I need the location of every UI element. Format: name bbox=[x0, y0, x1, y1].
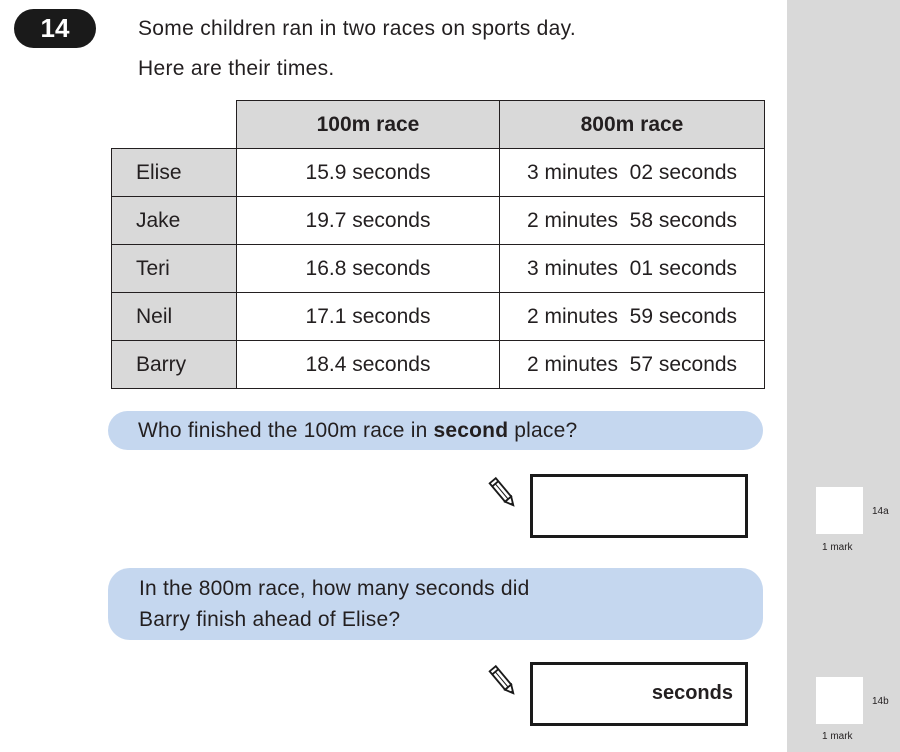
answer-box-14b[interactable] bbox=[530, 662, 748, 726]
child-name: Jake bbox=[112, 197, 237, 245]
question-14b-prompt bbox=[108, 568, 763, 640]
q2-line-1: In the 800m race, how many seconds did bbox=[139, 577, 530, 600]
child-name: Teri bbox=[112, 245, 237, 293]
table-row bbox=[112, 245, 765, 293]
mark-box-14b bbox=[816, 677, 863, 724]
answer-unit: seconds bbox=[651, 682, 733, 704]
time-800m: 2 minutes 58 seconds bbox=[500, 197, 765, 245]
child-name: Barry bbox=[112, 341, 237, 389]
mark-id-14a: 14a bbox=[872, 506, 889, 517]
table-row bbox=[112, 197, 765, 245]
pencil-icon bbox=[488, 663, 518, 699]
time-800m: 3 minutes 01 seconds bbox=[500, 245, 765, 293]
pencil-icon bbox=[488, 475, 518, 511]
time-800m: 3 minutes 02 seconds bbox=[500, 149, 765, 197]
time-100m: 15.9 seconds bbox=[237, 149, 500, 197]
answer-box-14a[interactable] bbox=[530, 474, 748, 538]
q1-text-after: place? bbox=[508, 419, 578, 442]
table-corner bbox=[112, 101, 237, 149]
header-100m: 100m race bbox=[237, 101, 500, 149]
intro-line-1: Some children ran in two races on sports day. bbox=[138, 17, 576, 40]
mark-box-14a bbox=[816, 487, 863, 534]
intro-line-2: Here are their times. bbox=[138, 57, 335, 80]
time-800m: 2 minutes 59 seconds bbox=[500, 293, 765, 341]
q2-line-2: Barry finish ahead of Elise? bbox=[139, 608, 401, 631]
table-header-row bbox=[112, 101, 765, 149]
mark-text-14a: 1 mark bbox=[822, 542, 853, 553]
q1-text-bold: second bbox=[433, 419, 509, 442]
time-100m: 18.4 seconds bbox=[237, 341, 500, 389]
question-number-badge: 14 bbox=[14, 9, 96, 48]
header-800m: 800m race bbox=[500, 101, 765, 149]
table-row bbox=[112, 293, 765, 341]
time-800m: 2 minutes 57 seconds bbox=[500, 341, 765, 389]
time-100m: 19.7 seconds bbox=[237, 197, 500, 245]
child-name: Elise bbox=[112, 149, 237, 197]
table-row bbox=[112, 341, 765, 389]
child-name: Neil bbox=[112, 293, 237, 341]
table-row bbox=[112, 149, 765, 197]
question-14a-prompt bbox=[108, 411, 763, 450]
mark-text-14b: 1 mark bbox=[822, 731, 853, 742]
mark-id-14b: 14b bbox=[872, 696, 889, 707]
race-times-table bbox=[111, 100, 765, 389]
marking-margin bbox=[787, 0, 900, 752]
time-100m: 17.1 seconds bbox=[237, 293, 500, 341]
time-100m: 16.8 seconds bbox=[237, 245, 500, 293]
q1-text-before: Who finished the 100m race in bbox=[138, 419, 434, 442]
